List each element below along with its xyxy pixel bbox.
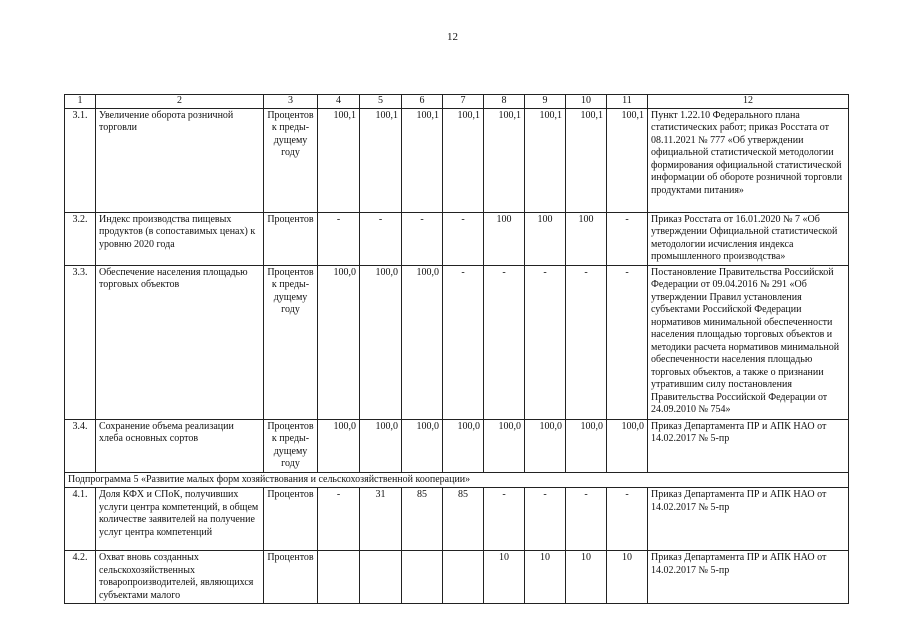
header-cell: 2 [96, 95, 264, 109]
value-cell: 100,1 [443, 108, 484, 212]
value-cell: - [443, 265, 484, 419]
value-cell: - [443, 212, 484, 265]
unit-cell: Процентов к преды-дущему году [264, 419, 318, 472]
table-row [65, 488, 849, 551]
value-cell: 85 [402, 488, 443, 551]
value-cell: 100 [566, 212, 607, 265]
value-cell: - [607, 488, 648, 551]
value-cell: - [525, 265, 566, 419]
value-cell: - [607, 265, 648, 419]
source-cell: Приказ Департамента ПР и АПК НАО от 14.02.2017 № 5-пр [648, 488, 849, 551]
indicator-name: Увеличение оборота розничной торговли [96, 108, 264, 212]
value-cell: 100,0 [566, 419, 607, 472]
value-cell: 100,0 [318, 419, 360, 472]
value-cell: 100,0 [443, 419, 484, 472]
value-cell: 100,0 [484, 419, 525, 472]
value-cell: 10 [607, 551, 648, 604]
header-row [65, 95, 849, 109]
value-cell: - [484, 265, 525, 419]
indicator-name: Обеспечение населения площадью торговых объектов [96, 265, 264, 419]
value-cell: 10 [525, 551, 566, 604]
row-number: 3.1. [65, 108, 96, 212]
indicator-name: Индекс производства пищевых продуктов (в сопоставимых ценах) к уровню 2020 года [96, 212, 264, 265]
value-cell: 100,1 [360, 108, 402, 212]
value-cell: 10 [566, 551, 607, 604]
row-number: 3.2. [65, 212, 96, 265]
header-cell: 3 [264, 95, 318, 109]
table-row [65, 551, 849, 604]
row-number: 3.4. [65, 419, 96, 472]
table-row [65, 212, 849, 265]
value-cell: 100,0 [402, 419, 443, 472]
indicator-name: Охват вновь созданных сельскохозяйственных товаропроизводителей, являющихся субъектами малого [96, 551, 264, 604]
header-cell: 12 [648, 95, 849, 109]
row-number: 4.2. [65, 551, 96, 604]
table-row [65, 265, 849, 419]
value-cell: 100,0 [402, 265, 443, 419]
row-number: 3.3. [65, 265, 96, 419]
header-cell: 9 [525, 95, 566, 109]
table-row [65, 108, 849, 212]
value-cell: 100,1 [566, 108, 607, 212]
unit-cell: Процентов к преды-дущему году [264, 108, 318, 212]
indicator-table [64, 94, 849, 604]
page-number: 12 [447, 31, 458, 43]
source-cell: Постановление Правительства Российской Федерации от 09.04.2016 № 291 «Об утверждении Правил установления субъектами Российской Федерации нормативов минимальной обеспеченности населения площадью торговых объектов и методики расчета нормативов минимальной обеспеченности населения площадью торговых объектов, а также о признании утратившим силу постановления Правительства Российской Федерации от 24.09.2010 № 754» [648, 265, 849, 419]
value-cell: 100 [484, 212, 525, 265]
source-cell: Приказ Росстата от 16.01.2020 № 7 «Об утверждении Официальной статистической методологии исчисления индекса промышленного производства» [648, 212, 849, 265]
value-cell [443, 551, 484, 604]
value-cell [318, 551, 360, 604]
source-cell: Приказ Департамента ПР и АПК НАО от 14.02.2017 № 5-пр [648, 551, 849, 604]
value-cell: - [566, 265, 607, 419]
value-cell: 100,1 [484, 108, 525, 212]
indicator-name: Сохранение объема реализации хлеба основных сортов [96, 419, 264, 472]
value-cell: - [607, 212, 648, 265]
unit-cell: Процентов [264, 212, 318, 265]
header-cell: 11 [607, 95, 648, 109]
row-number: 4.1. [65, 488, 96, 551]
header-cell: 1 [65, 95, 96, 109]
value-cell: 100,0 [607, 419, 648, 472]
value-cell: 100,1 [607, 108, 648, 212]
header-cell: 10 [566, 95, 607, 109]
value-cell: - [566, 488, 607, 551]
unit-cell: Процентов [264, 551, 318, 604]
indicator-name: Доля КФХ и СПоК, получивших услуги центра компетенций, в общем количестве заявителей на получение услуг центра компетенций [96, 488, 264, 551]
value-cell: - [318, 488, 360, 551]
value-cell: 10 [484, 551, 525, 604]
source-cell: Пункт 1.22.10 Федерального плана статистических работ; приказ Росстата от 08.11.2021 № 777 «Об утверждении официальной статистической методологии формирования официальной статистической информации об обороте розничной торговли продуктами питания» [648, 108, 849, 212]
header-cell: 4 [318, 95, 360, 109]
subprogram-row [65, 472, 849, 488]
value-cell: 100,1 [318, 108, 360, 212]
value-cell: - [525, 488, 566, 551]
value-cell [360, 551, 402, 604]
header-cell: 6 [402, 95, 443, 109]
subprogram-title: Подпрограмма 5 «Развитие малых форм хозяйствования и сельскохозяйственной кооперации» [65, 472, 849, 488]
header-cell: 5 [360, 95, 402, 109]
unit-cell: Процентов к преды-дущему году [264, 265, 318, 419]
source-cell: Приказ Департамента ПР и АПК НАО от 14.02.2017 № 5-пр [648, 419, 849, 472]
value-cell: 100,1 [525, 108, 566, 212]
value-cell: 31 [360, 488, 402, 551]
value-cell: 100,0 [360, 419, 402, 472]
header-cell: 8 [484, 95, 525, 109]
unit-cell: Процентов [264, 488, 318, 551]
value-cell: - [360, 212, 402, 265]
value-cell: 85 [443, 488, 484, 551]
value-cell: 100,0 [318, 265, 360, 419]
value-cell: 100 [525, 212, 566, 265]
header-cell: 7 [443, 95, 484, 109]
value-cell: - [402, 212, 443, 265]
value-cell: 100,0 [360, 265, 402, 419]
value-cell: 100,1 [402, 108, 443, 212]
table-row [65, 419, 849, 472]
value-cell: - [484, 488, 525, 551]
value-cell: 100,0 [525, 419, 566, 472]
value-cell [402, 551, 443, 604]
value-cell: - [318, 212, 360, 265]
